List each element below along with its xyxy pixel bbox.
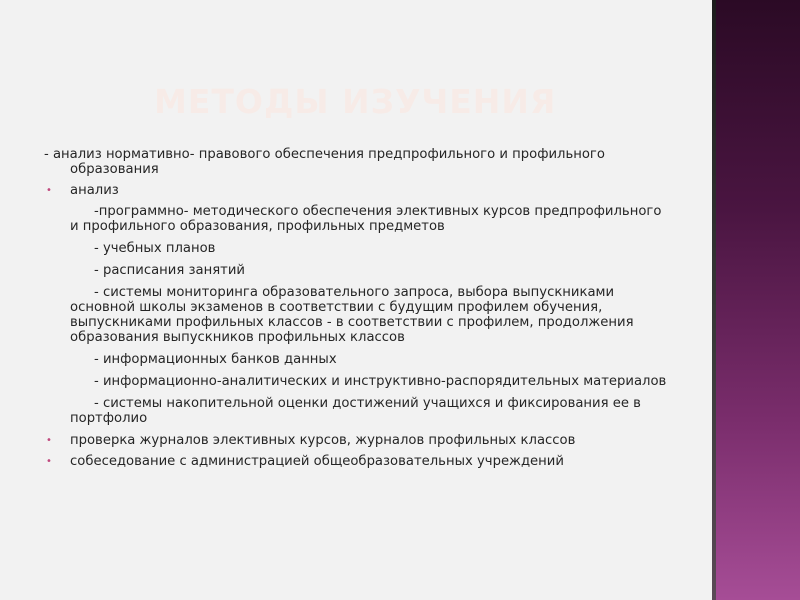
list-item: [44, 147, 674, 177]
sub-list-item: [44, 204, 674, 234]
list-item-text: - анализ нормативно- правового обеспечения предпрофильного и профильного образования: [44, 147, 605, 177]
bullet-icon: •: [46, 456, 52, 467]
slide-content: [44, 147, 674, 475]
sub-list-item: [44, 285, 674, 345]
sub-list-item-text: -программно- методического обеспечения элективных курсов предпрофильного и профильного образования, профильных предметов: [70, 204, 662, 234]
slide-title: МЕТОДЫ ИЗУЧЕНИЯ: [154, 82, 557, 121]
sub-list-item-text: - учебных планов: [94, 241, 216, 256]
decorative-side-panel: [712, 0, 800, 600]
list-item: [44, 433, 674, 448]
sub-list-item-text: - расписания занятий: [94, 263, 245, 278]
list-item-text: собеседование с администрацией общеобразовательных учреждений: [70, 454, 564, 469]
list-item: [44, 183, 674, 198]
sub-list-item: [44, 396, 674, 426]
sub-list-item-text: - информационных банков данных: [94, 352, 337, 367]
bullet-icon: •: [46, 185, 52, 196]
sub-list-item: [44, 374, 674, 389]
sub-list-item: [44, 352, 674, 367]
sub-list-item-text: - информационно-аналитических и инструктивно-распорядительных материалов: [94, 374, 667, 389]
list-item: [44, 454, 674, 469]
sub-list-item: [44, 263, 674, 278]
sub-list-item: [44, 241, 674, 256]
sub-list-item-text: - системы накопительной оценки достижений учащихся и фиксирования ее в портфолио: [70, 396, 641, 426]
bullet-icon: •: [46, 435, 52, 446]
list-item-text: анализ: [70, 183, 119, 198]
sub-list-item-text: - системы мониторинга образовательного запроса, выбора выпускниками основной школы экзаменов в соответствии с будущим профилем обучения, выпускниками профильных классов - в соответствии с профилем, продолжения образования выпускников профильных классов: [70, 285, 634, 345]
list-item-text: проверка журналов элективных курсов, журналов профильных классов: [70, 433, 576, 448]
